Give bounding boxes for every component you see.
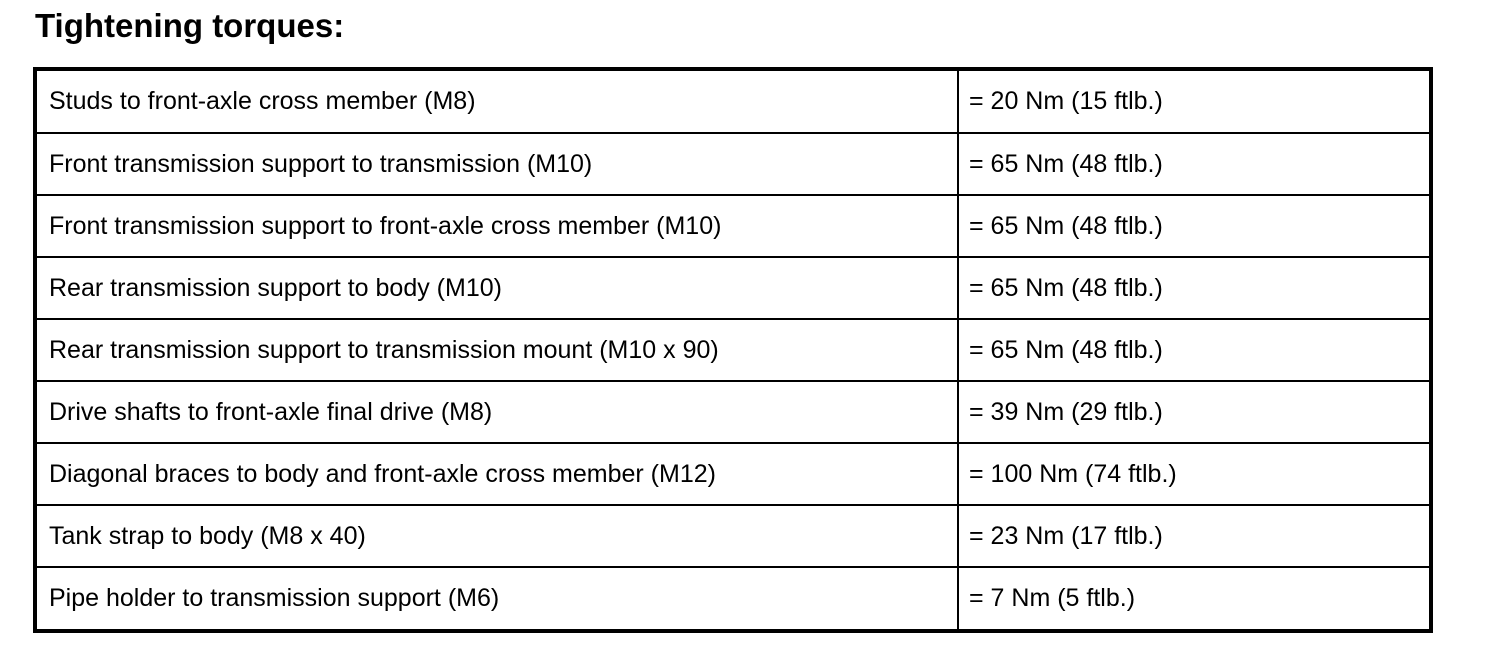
row-description: Studs to front-axle cross member (M8) bbox=[35, 69, 958, 133]
table-row bbox=[35, 443, 1431, 505]
row-torque-value: = 65 Nm (48 ftlb.) bbox=[958, 195, 1431, 257]
table-row bbox=[35, 195, 1431, 257]
row-description: Front transmission support to front-axle cross member (M10) bbox=[35, 195, 958, 257]
table-row bbox=[35, 133, 1431, 195]
torque-table bbox=[33, 67, 1433, 633]
torque-table-body bbox=[35, 69, 1431, 631]
row-description: Tank strap to body (M8 x 40) bbox=[35, 505, 958, 567]
table-row bbox=[35, 567, 1431, 631]
table-row bbox=[35, 257, 1431, 319]
row-torque-value: = 20 Nm (15 ftlb.) bbox=[958, 69, 1431, 133]
page-title: Tightening torques: bbox=[35, 7, 345, 44]
table-row bbox=[35, 319, 1431, 381]
row-torque-value: = 23 Nm (17 ftlb.) bbox=[958, 505, 1431, 567]
row-description: Front transmission support to transmission (M10) bbox=[35, 133, 958, 195]
row-description: Diagonal braces to body and front-axle cross member (M12) bbox=[35, 443, 958, 505]
table-row bbox=[35, 505, 1431, 567]
row-description: Rear transmission support to body (M10) bbox=[35, 257, 958, 319]
row-torque-value: = 39 Nm (29 ftlb.) bbox=[958, 381, 1431, 443]
row-description: Rear transmission support to transmission mount (M10 x 90) bbox=[35, 319, 958, 381]
row-torque-value: = 100 Nm (74 ftlb.) bbox=[958, 443, 1431, 505]
row-torque-value: = 65 Nm (48 ftlb.) bbox=[958, 257, 1431, 319]
table-row bbox=[35, 69, 1431, 133]
row-torque-value: = 65 Nm (48 ftlb.) bbox=[958, 319, 1431, 381]
row-torque-value: = 65 Nm (48 ftlb.) bbox=[958, 133, 1431, 195]
row-torque-value: = 7 Nm (5 ftlb.) bbox=[958, 567, 1431, 631]
row-description: Drive shafts to front-axle final drive (M8) bbox=[35, 381, 958, 443]
table-row bbox=[35, 381, 1431, 443]
row-description: Pipe holder to transmission support (M6) bbox=[35, 567, 958, 631]
